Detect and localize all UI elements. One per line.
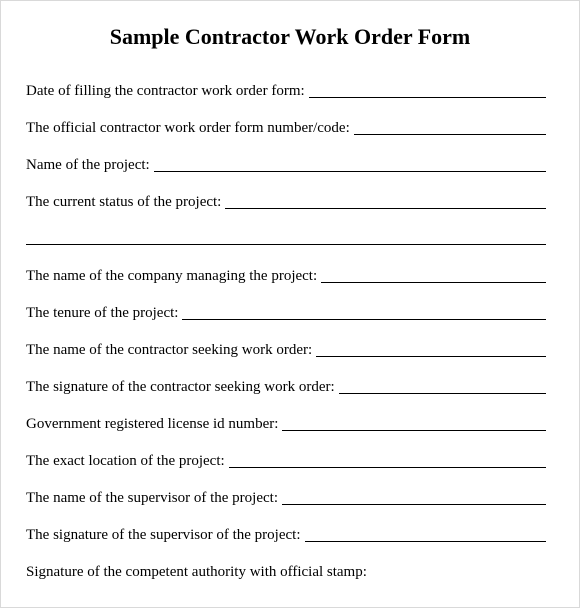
field-label: The name of the company managing the project: [26,268,318,284]
field-label: The name of the contractor seeking work order: [26,342,313,358]
field-contractor-name [26,339,546,359]
field-project-tenure [26,302,546,322]
project-name-input-line[interactable] [154,157,546,172]
field-label: Name of the project: [26,157,150,173]
project-status-continuation-line[interactable] [26,244,546,245]
field-label: The official contractor work order form number/code: [26,120,350,136]
field-date-of-filling [26,80,546,100]
project-location-input-line[interactable] [229,453,546,468]
date-of-filling-input-line[interactable] [309,83,546,98]
license-id-input-line[interactable] [282,416,546,431]
field-license-id [26,413,546,433]
project-tenure-input-line[interactable] [182,305,546,320]
field-label: The name of the supervisor of the project: [26,490,278,506]
supervisor-name-input-line[interactable] [282,490,546,505]
managing-company-input-line[interactable] [321,268,546,283]
contractor-name-input-line[interactable] [316,342,546,357]
supervisor-signature-input-line[interactable] [305,527,547,542]
field-project-status [26,191,546,211]
field-label: The signature of the supervisor of the project: [26,527,301,543]
field-label: Government registered license id number: [26,416,279,432]
field-project-location [26,450,546,470]
field-project-name [26,154,546,174]
field-label: The exact location of the project: [26,453,225,469]
form-title: Sample Contractor Work Order Form [109,24,471,49]
field-contractor-signature [26,376,546,396]
field-label: Date of filling the contractor work order form: [26,83,305,99]
field-form-number [26,117,546,137]
form-number-input-line[interactable] [354,120,546,135]
contractor-signature-input-line[interactable] [339,379,546,394]
project-status-input-line[interactable] [225,194,546,209]
field-label: The current status of the project: [26,194,222,210]
field-label: The signature of the contractor seeking work order: [26,379,335,395]
field-managing-company [26,265,546,285]
field-supervisor-signature [26,524,546,544]
field-authority-signature [26,561,546,581]
field-label: The tenure of the project: [26,305,179,321]
field-supervisor-name [26,487,546,507]
field-label: Signature of the competent authority with official stamp: [26,564,367,580]
